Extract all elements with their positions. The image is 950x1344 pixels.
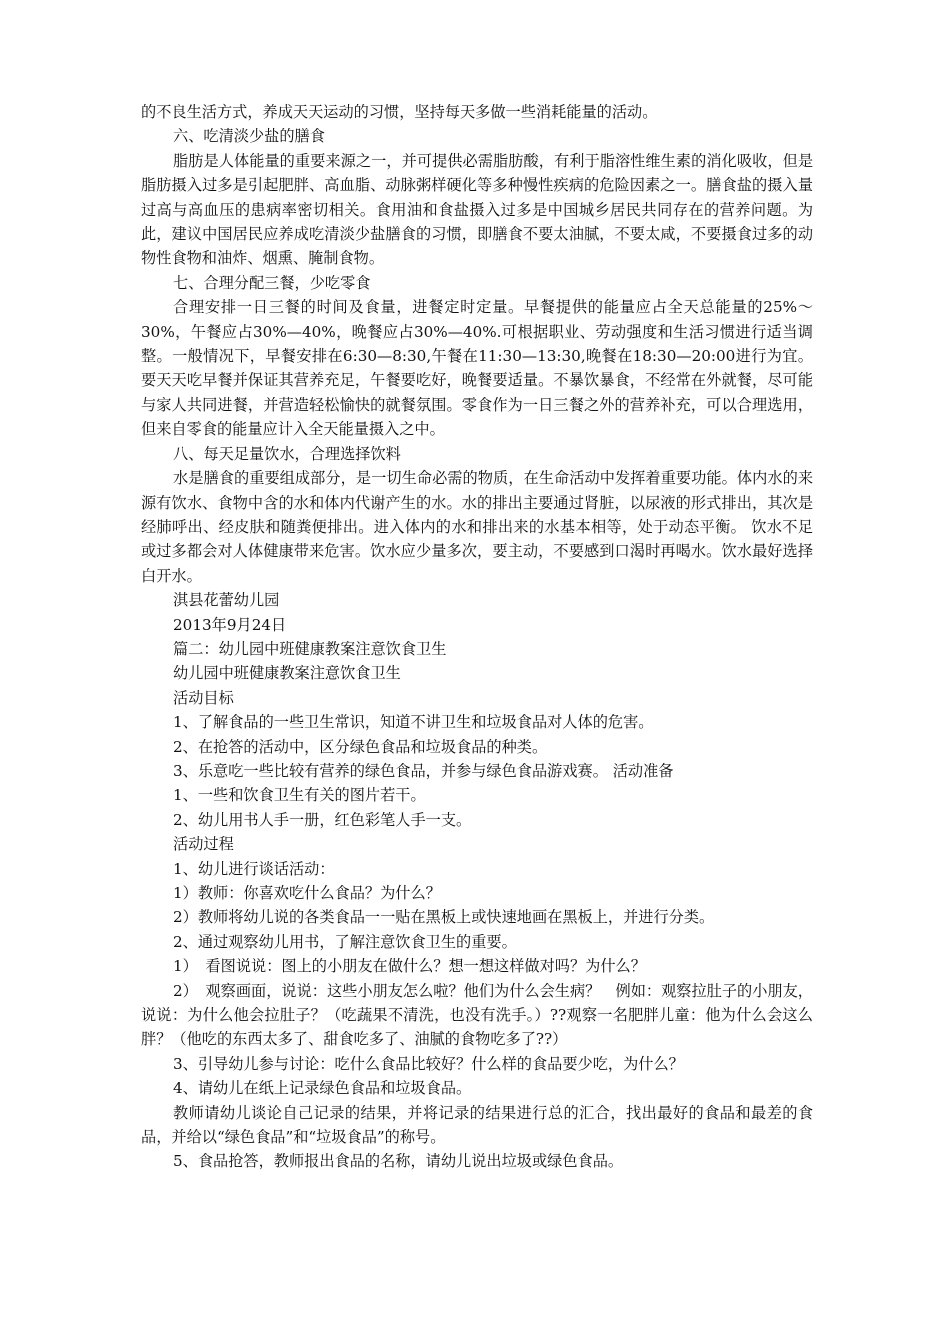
- paragraph: 篇二：幼儿园中班健康教案注意饮食卫生: [173, 639, 447, 658]
- paragraph: 六、吃清淡少盐的膳食: [173, 127, 325, 146]
- paragraph: 3、乐意吃一些比较有营养的绿色食品，并参与绿色食品游戏赛。 活动准备: [173, 761, 674, 780]
- paragraph: 合理安排一日三餐的时间及食量，进餐定时定量。早餐提供的能量应占全天总能量的25%～30%，午餐应占30%—40%，晚餐应占30%—40%.可根据职业、劳动强度和生活习惯进行适当调整。一般情况下，早餐安排在6:30—8:30,午餐在11:30—13:30,晚餐在18:30—20:00进行为宜。要天天吃早餐并保证其营养充足，午餐要吃好，晚餐要适量。不暴饮暴食，不经常在外就餐，尽可能与家人共同进餐，并营造轻松愉快的就餐氛围。零食作为一日三餐之外的营养补充，可以合理选用，但来自零食的能量应计入全天能量摄入之中。: [141, 298, 813, 439]
- paragraph: 水是膳食的重要组成部分，是一切生命必需的物质，在生命活动中发挥着重要功能。体内水的来源有饮水、食物中含的水和体内代谢产生的水。水的排出主要通过肾脏，以尿液的形式排出，其次是经肺呼出、经皮肤和随粪便排出。进入体内的水和排出来的水基本相等，处于动态平衡。 饮水不足或过多都会对人体健康带来危害。饮水应少量多次，要主动，不要感到口渴时再喝水。饮水最好选择白开水。: [141, 469, 813, 585]
- paragraph: 2） 观察画面，说说：这些小朋友怎么啦？他们为什么会生病？ 例如：观察拉肚子的小朋友，说说：为什么他会拉肚子？（吃蔬果不清洗，也没有洗手。）??观察一名肥胖儿童：他为什么会这么胖？（他吃的东西太多了、甜食吃多了、油腻的食物吃多了??）: [141, 981, 813, 1049]
- paragraph: 1）教师：你喜欢吃什么食品？为什么？: [173, 884, 441, 902]
- paragraph: 2013年9月24日: [173, 615, 287, 634]
- paragraph: 3、引导幼儿参与讨论：吃什么食品比较好？什么样的食品要少吃，为什么？: [173, 1054, 684, 1073]
- paragraph: 1） 看图说说：图上的小朋友在做什么？想一想这样做对吗？为什么？: [173, 957, 646, 976]
- paragraph: 教师请幼儿谈论自己记录的结果，并将记录的结果进行总的汇合，找出最好的食品和最差的食品，并给以“绿色食品”和“垃圾食品”的称号。: [141, 1103, 813, 1147]
- paragraph: 1、了解食品的一些卫生常识，知道不讲卫生和垃圾食品对人体的危害。: [173, 713, 654, 732]
- paragraph: 幼儿园中班健康教案注意饮食卫生: [173, 664, 401, 683]
- document-body: [141, 100, 813, 1174]
- paragraph: 脂肪是人体能量的重要来源之一，并可提供必需脂肪酸，有利于脂溶性维生素的消化吸收，但是脂肪摄入过多是引起肥胖、高血脂、动脉粥样硬化等多种慢性疾病的危险因素之一。膳食盐的摄入量过高与高血压的患病率密切相关。食用油和食盐摄入过多是中国城乡居民共同存在的营养问题。为此，建议中国居民应养成吃清淡少盐膳食的习惯，即膳食不要太油腻，不要太咸，不要摄食过多的动物性食物和油炸、烟熏、腌制食物。: [141, 151, 813, 268]
- paragraph: 2）教师将幼儿说的各类食品一一贴在黑板上或快速地画在黑板上，并进行分类。: [173, 908, 715, 927]
- paragraph: 1、一些和饮食卫生有关的图片若干。: [173, 786, 426, 805]
- paragraph: 1、幼儿进行谈话活动：: [173, 859, 335, 878]
- paragraph: 2、幼儿用书人手一册，红色彩笔人手一支。: [173, 810, 472, 829]
- paragraph: 活动目标: [173, 688, 234, 707]
- paragraph: 的不良生活方式，养成天天运动的习惯，坚持每天多做一些消耗能量的活动。: [141, 103, 658, 121]
- paragraph: 2、通过观察幼儿用书，了解注意饮食卫生的重要。: [173, 932, 517, 951]
- paragraph: 活动过程: [173, 835, 234, 854]
- paragraph: 4、请幼儿在纸上记录绿色食品和垃圾食品。: [173, 1079, 472, 1098]
- paragraph: 七、合理分配三餐，少吃零食: [173, 273, 371, 292]
- paragraph: 5、食品抢答，教师报出食品的名称，请幼儿说出垃圾或绿色食品。: [173, 1152, 624, 1171]
- paragraph: 2、在抢答的活动中，区分绿色食品和垃圾食品的种类。: [173, 737, 548, 756]
- paragraph: 八、每天足量饮水，合理选择饮料: [173, 444, 401, 463]
- paragraph: 淇县花蕾幼儿园: [173, 591, 280, 610]
